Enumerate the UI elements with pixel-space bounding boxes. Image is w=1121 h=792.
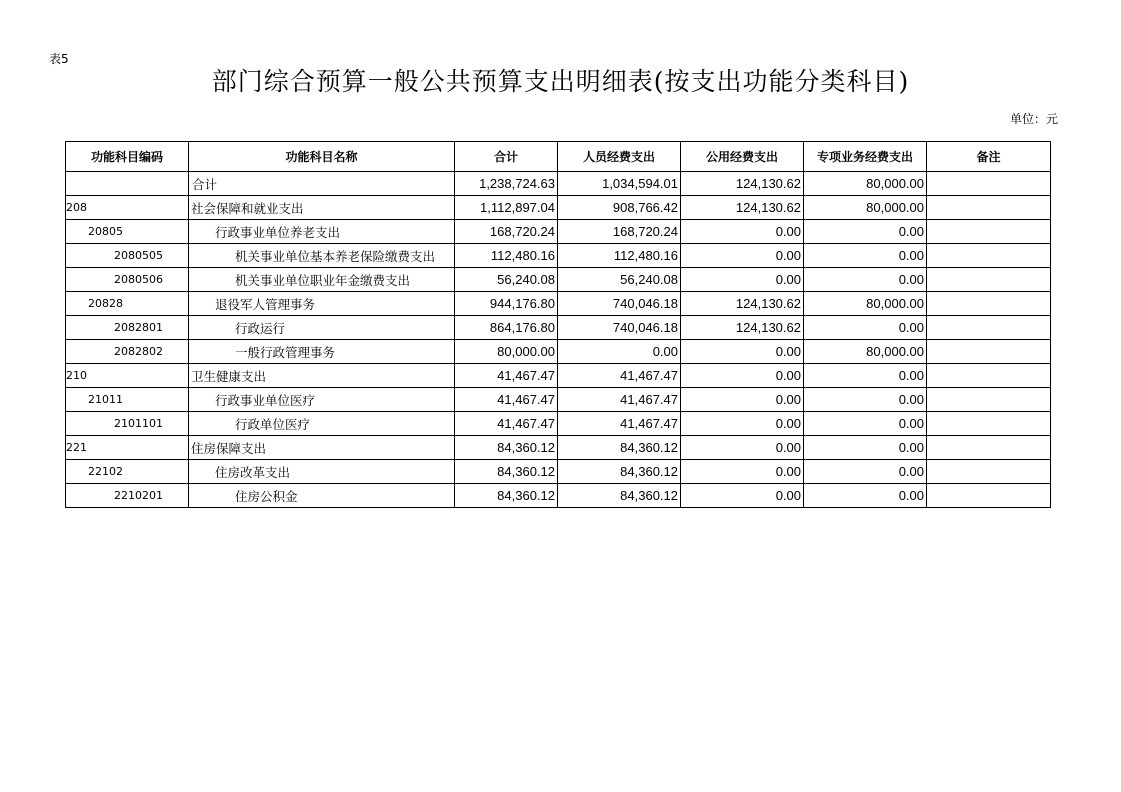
column-header-code: 功能科目编码: [66, 142, 189, 172]
cell-name: 退役军人管理事务: [189, 292, 455, 316]
cell-code: 221: [66, 436, 189, 460]
cell-special: 80,000.00: [804, 172, 927, 196]
cell-public: 124,130.62: [681, 316, 804, 340]
cell-public: 0.00: [681, 484, 804, 508]
column-header-public: 公用经费支出: [681, 142, 804, 172]
cell-public: 0.00: [681, 220, 804, 244]
cell-total: 84,360.12: [455, 460, 558, 484]
cell-note: [927, 220, 1051, 244]
table-row: [66, 292, 1051, 316]
cell-note: [927, 412, 1051, 436]
cell-personnel: 0.00: [558, 340, 681, 364]
cell-code: 20828: [66, 292, 189, 316]
cell-public: 124,130.62: [681, 196, 804, 220]
cell-name: 一般行政管理事务: [189, 340, 455, 364]
cell-note: [927, 292, 1051, 316]
table-number-tag: 表5: [49, 52, 69, 66]
budget-table: [65, 141, 1051, 508]
column-header-special: 专项业务经费支出: [804, 142, 927, 172]
cell-total: 84,360.12: [455, 484, 558, 508]
table-row: [66, 484, 1051, 508]
cell-note: [927, 364, 1051, 388]
cell-personnel: 84,360.12: [558, 436, 681, 460]
cell-name: 卫生健康支出: [189, 364, 455, 388]
table-row: [66, 244, 1051, 268]
table-row: [66, 196, 1051, 220]
cell-code: 210: [66, 364, 189, 388]
table-row: [66, 220, 1051, 244]
cell-personnel: 740,046.18: [558, 292, 681, 316]
cell-public: 0.00: [681, 244, 804, 268]
cell-special: 0.00: [804, 268, 927, 292]
cell-personnel: 41,467.47: [558, 412, 681, 436]
cell-total: 112,480.16: [455, 244, 558, 268]
cell-special: 0.00: [804, 484, 927, 508]
cell-public: 0.00: [681, 340, 804, 364]
cell-public: 0.00: [681, 364, 804, 388]
cell-personnel: 56,240.08: [558, 268, 681, 292]
cell-public: 0.00: [681, 412, 804, 436]
cell-code: 2101101: [66, 412, 189, 436]
cell-name: 住房公积金: [189, 484, 455, 508]
cell-note: [927, 316, 1051, 340]
cell-personnel: 84,360.12: [558, 460, 681, 484]
cell-special: 0.00: [804, 364, 927, 388]
cell-special: 0.00: [804, 244, 927, 268]
cell-name: 合计: [189, 172, 455, 196]
cell-code: 2082801: [66, 316, 189, 340]
cell-special: 80,000.00: [804, 196, 927, 220]
table-row: [66, 388, 1051, 412]
unit-label: 单位：元: [1009, 112, 1058, 126]
cell-code: [66, 172, 189, 196]
cell-code: 208: [66, 196, 189, 220]
table-row: [66, 412, 1051, 436]
cell-special: 0.00: [804, 436, 927, 460]
cell-total: 41,467.47: [455, 412, 558, 436]
cell-note: [927, 436, 1051, 460]
cell-note: [927, 484, 1051, 508]
cell-personnel: 740,046.18: [558, 316, 681, 340]
cell-name: 行政事业单位医疗: [189, 388, 455, 412]
cell-public: 124,130.62: [681, 172, 804, 196]
cell-special: 0.00: [804, 412, 927, 436]
column-header-name: 功能科目名称: [189, 142, 455, 172]
cell-special: 0.00: [804, 220, 927, 244]
cell-total: 1,238,724.63: [455, 172, 558, 196]
cell-code: 20805: [66, 220, 189, 244]
table-row: [66, 172, 1051, 196]
cell-total: 80,000.00: [455, 340, 558, 364]
cell-name: 住房保障支出: [189, 436, 455, 460]
table-row: [66, 316, 1051, 340]
cell-total: 864,176.80: [455, 316, 558, 340]
cell-note: [927, 172, 1051, 196]
cell-total: 1,112,897.04: [455, 196, 558, 220]
cell-public: 124,130.62: [681, 292, 804, 316]
cell-personnel: 168,720.24: [558, 220, 681, 244]
table-row: [66, 340, 1051, 364]
cell-public: 0.00: [681, 388, 804, 412]
cell-personnel: 84,360.12: [558, 484, 681, 508]
cell-public: 0.00: [681, 460, 804, 484]
cell-code: 2210201: [66, 484, 189, 508]
cell-code: 22102: [66, 460, 189, 484]
cell-personnel: 1,034,594.01: [558, 172, 681, 196]
cell-code: 2082802: [66, 340, 189, 364]
cell-note: [927, 196, 1051, 220]
cell-total: 944,176.80: [455, 292, 558, 316]
cell-personnel: 908,766.42: [558, 196, 681, 220]
cell-public: 0.00: [681, 436, 804, 460]
cell-name: 住房改革支出: [189, 460, 455, 484]
cell-total: 56,240.08: [455, 268, 558, 292]
cell-personnel: 41,467.47: [558, 388, 681, 412]
cell-total: 41,467.47: [455, 364, 558, 388]
cell-special: 80,000.00: [804, 292, 927, 316]
cell-total: 168,720.24: [455, 220, 558, 244]
cell-name: 机关事业单位基本养老保险缴费支出: [189, 244, 455, 268]
cell-special: 0.00: [804, 316, 927, 340]
cell-personnel: 112,480.16: [558, 244, 681, 268]
table-row: [66, 436, 1051, 460]
cell-name: 机关事业单位职业年金缴费支出: [189, 268, 455, 292]
cell-code: 2080505: [66, 244, 189, 268]
cell-note: [927, 340, 1051, 364]
table-row: [66, 364, 1051, 388]
table-header-row: [66, 142, 1051, 172]
cell-note: [927, 244, 1051, 268]
cell-personnel: 41,467.47: [558, 364, 681, 388]
cell-code: 2080506: [66, 268, 189, 292]
cell-total: 84,360.12: [455, 436, 558, 460]
column-header-personnel: 人员经费支出: [558, 142, 681, 172]
cell-code: 21011: [66, 388, 189, 412]
cell-special: 0.00: [804, 460, 927, 484]
cell-name: 行政事业单位养老支出: [189, 220, 455, 244]
cell-note: [927, 460, 1051, 484]
cell-name: 社会保障和就业支出: [189, 196, 455, 220]
cell-name: 行政运行: [189, 316, 455, 340]
cell-total: 41,467.47: [455, 388, 558, 412]
column-header-note: 备注: [927, 142, 1051, 172]
cell-note: [927, 388, 1051, 412]
page-title: 部门综合预算一般公共预算支出明细表(按支出功能分类科目): [211, 67, 910, 96]
cell-public: 0.00: [681, 268, 804, 292]
cell-special: 0.00: [804, 388, 927, 412]
column-header-total: 合计: [455, 142, 558, 172]
table-row: [66, 268, 1051, 292]
cell-name: 行政单位医疗: [189, 412, 455, 436]
cell-special: 80,000.00: [804, 340, 927, 364]
table-row: [66, 460, 1051, 484]
cell-note: [927, 268, 1051, 292]
